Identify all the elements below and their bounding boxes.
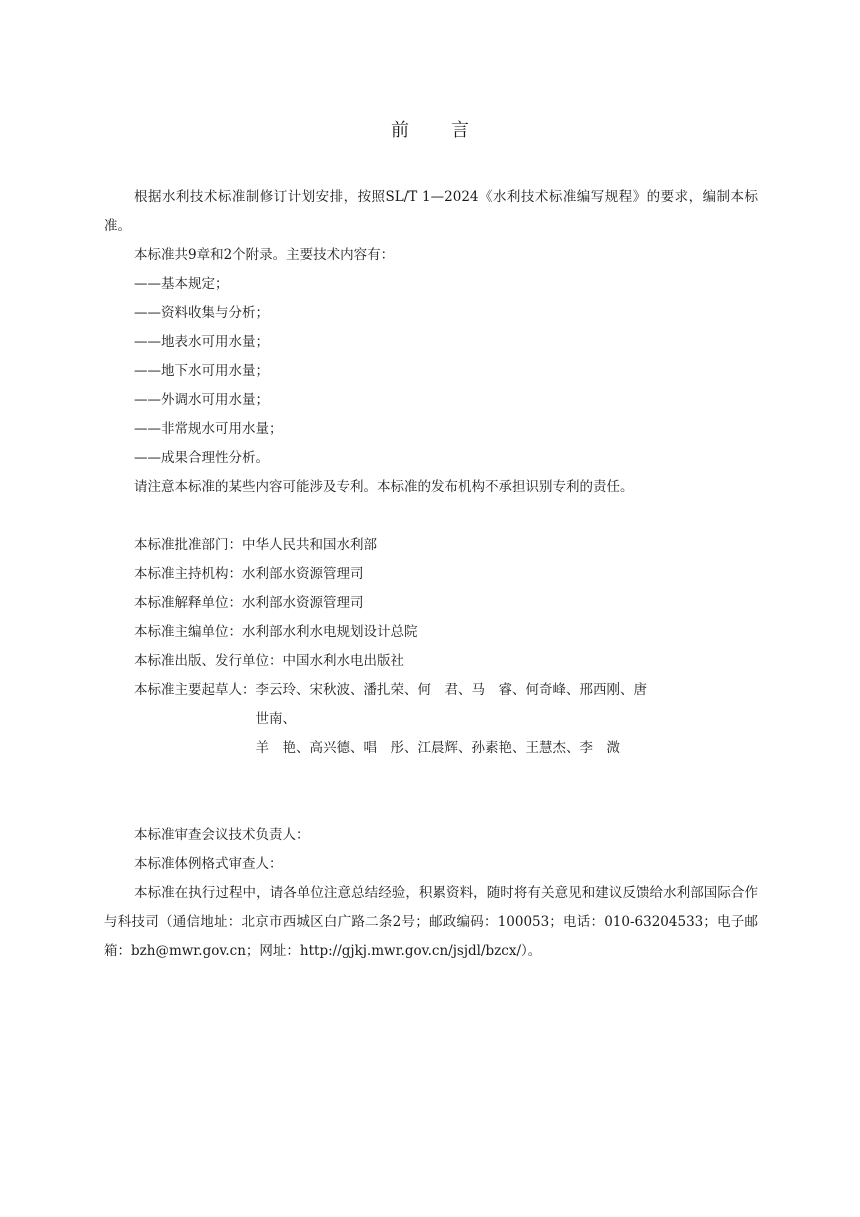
drafters-line: 李云玲、宋秋波、潘扎荣、何 君、马 睿、何奇峰、邢西刚、唐世南、 <box>255 682 647 727</box>
content-summary: 本标准共9章和2个附录。主要技术内容有： <box>134 247 395 263</box>
host-organization: 本标准主持机构：水利部水资源管理司 <box>134 566 364 582</box>
patent-notice: 请注意本标准的某些内容可能涉及专利。本标准的发布机构不承担识别专利的责任。 <box>134 479 634 495</box>
list-item: ——资料收集与分析； <box>134 305 269 321</box>
list-item: ——成果合理性分析。 <box>134 450 269 466</box>
list-item: ——外调水可用水量； <box>134 392 269 408</box>
page-title: 前言 <box>391 120 511 141</box>
publisher: 本标准出版、发行单位：中国水利水电出版社 <box>134 653 404 669</box>
drafters-block <box>104 676 758 763</box>
intro-paragraph: 根据水利技术标准制修订计划安排，按照SL/T 1—2024《水利技术标准编写规程》的要求，编制本标准。 <box>104 189 758 234</box>
spacer <box>104 502 758 531</box>
approval-department: 本标准批准部门：中华人民共和国水利部 <box>134 537 377 553</box>
list-item: ——基本规定； <box>134 276 229 292</box>
technical-items-list <box>104 270 758 473</box>
page-content <box>104 183 758 966</box>
list-item: ——地下水可用水量； <box>134 363 269 379</box>
interpretation-unit: 本标准解释单位：水利部水资源管理司 <box>134 595 364 611</box>
review-technical-lead: 本标准审查会议技术负责人： <box>134 827 310 843</box>
drafters-names <box>256 676 656 763</box>
drafters-line: 羊 艳、高兴德、唱 彤、江晨辉、孙素艳、王慧杰、李 溦 <box>255 740 620 756</box>
format-reviewer: 本标准体例格式审查人： <box>134 856 283 872</box>
feedback-paragraph: 本标准在执行过程中，请各单位注意总结经验，积累资料，随时将有关意见和建议反馈给水利部国际合作与科技司（通信地址：北京市西城区白广路二条2号；邮政编码：100053；电话：010-63204533；电子邮箱：bzh@mwr.gov.cn；网址：http://gjkj.mwr.gov.cn/jsjdl/bzcx/）。 <box>104 885 758 959</box>
list-item: ——非常规水可用水量； <box>134 421 283 437</box>
spacer <box>104 763 758 821</box>
list-item: ——地表水可用水量； <box>134 334 269 350</box>
chief-editor-unit: 本标准主编单位：水利部水利水电规划设计总院 <box>134 624 418 640</box>
drafters-label: 本标准主要起草人： <box>134 682 256 698</box>
